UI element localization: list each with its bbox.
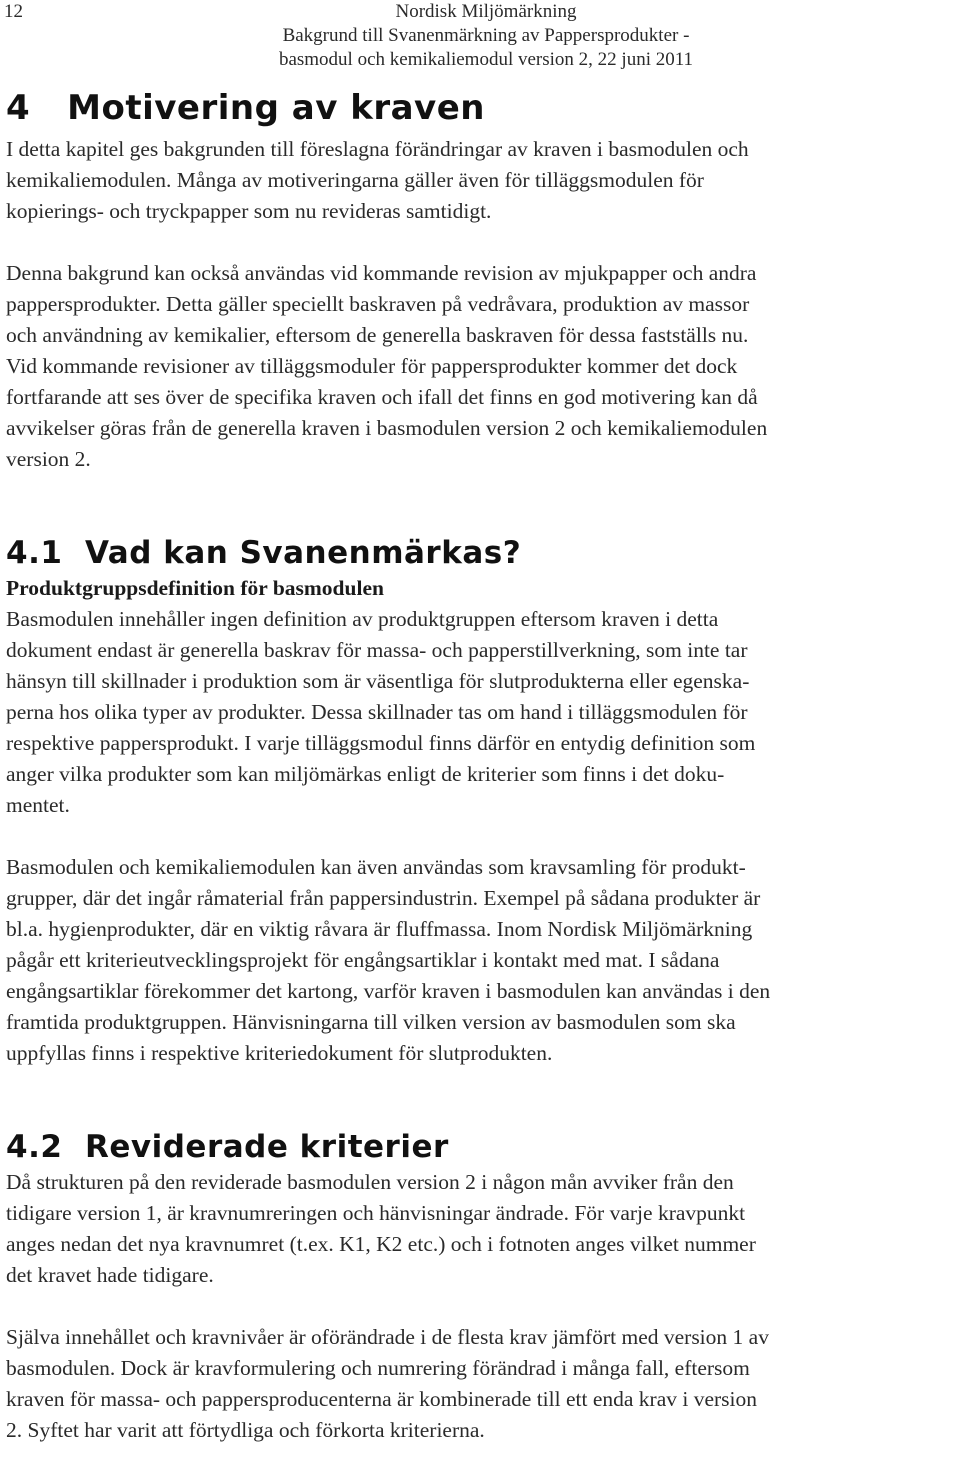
- chapter-intro-paragraph: [6, 134, 952, 227]
- revised-structure-paragraph: [6, 1167, 952, 1291]
- chapter-scope-paragraph: [6, 258, 952, 475]
- header-document-title: Bakgrund till Svanenmärkning av Pappersprodukter -: [282, 25, 690, 46]
- page-number: 12: [4, 1, 23, 22]
- text-line: hänsyn till skillnader i produktion som är väsentliga för slutprodukterna eller egenska-: [6, 669, 750, 693]
- text-line: version 2.: [6, 447, 91, 471]
- text-line: kopierings- och tryckpapper som nu revideras samtidigt.: [6, 199, 492, 223]
- text-line: dokument endast är generella baskrav för massa- och papperstillverkning, som inte tar: [6, 638, 748, 662]
- page-header: [0, 0, 960, 72]
- text-line: framtida produktgruppen. Hänvisningarna till vilken version av basmodulen som ska: [6, 1010, 736, 1034]
- text-line: kraven för massa- och pappersproducenterna är kombinerade till ett enda krav i version: [6, 1387, 758, 1411]
- text-line: anges nedan det nya kravnumret (t.ex. K1, K2 etc.) och i fotnoten anges vilket nummer: [6, 1232, 756, 1256]
- text-line: Vid kommande revisioner av tilläggsmoduler för pappersprodukter kommer det dock: [6, 354, 738, 378]
- chapter-heading: 4 Motivering av kraven: [6, 88, 485, 128]
- section-heading-4-2: 4.2 Reviderade kriterier: [6, 1129, 449, 1165]
- basmodul-definition-paragraph: [6, 604, 952, 821]
- text-line: och användning av kemikalier, eftersom de generella baskraven för dessa fastställs nu.: [6, 323, 749, 347]
- text-line: tidigare version 1, är kravnumreringen och hänvisningar ändrade. För varje kravpunkt: [6, 1201, 746, 1225]
- header-organization: Nordisk Miljömärkning: [395, 1, 577, 22]
- text-line: Då strukturen på den reviderade basmodulen version 2 i någon mån avviker från den: [6, 1170, 734, 1194]
- text-line: det kravet hade tidigare.: [6, 1263, 214, 1287]
- text-line: fortfarande att ses över de specifika kraven och ifall det finns en god motivering kan då: [6, 385, 758, 409]
- text-line: grupper, där det ingår råmaterial från pappersindustrin. Exempel på sådana produkter är: [6, 886, 761, 910]
- text-line: I detta kapitel ges bakgrunden till föreslagna förändringar av kraven i basmodulen och: [6, 137, 749, 161]
- text-line: uppfyllas finns i respektive kriteriedokument för slutprodukten.: [6, 1041, 553, 1065]
- text-line: avvikelser göras från de generella kraven i basmodulen version 2 och kemikaliemodulen: [6, 416, 768, 440]
- usage-paragraph: [6, 852, 952, 1069]
- text-line: 2. Syftet har varit att förtydliga och förkorta kriterierna.: [6, 1418, 485, 1442]
- running-header: [266, 0, 706, 72]
- text-line: Basmodulen innehåller ingen definition av produktgruppen eftersom kraven i detta: [6, 607, 719, 631]
- text-line: respektive pappersprodukt. I varje tilläggsmodul finns därför en entydig definition som: [6, 731, 756, 755]
- text-line: perna hos olika typer av produkter. Dessa skillnader tas om hand i tilläggsmodulen för: [6, 700, 748, 724]
- text-line: engångsartiklar förekommer det kartong, varför kraven i basmodulen kan användas i den: [6, 979, 771, 1003]
- text-line: basmodulen. Dock är kravformulering och numrering förändrad i många fall, eftersom: [6, 1356, 750, 1380]
- text-line: pappersprodukter. Detta gäller speciellt baskraven på vedråvara, produktion av massor: [6, 292, 750, 316]
- section-heading-4-1: 4.1 Vad kan Svanenmärkas?: [6, 535, 522, 571]
- product-group-definition-subheading: Produktgruppsdefinition för basmodulen: [6, 576, 384, 600]
- requirement-content-paragraph: [6, 1322, 952, 1446]
- text-line: bl.a. hygienprodukter, där en viktig råvara är fluffmassa. Inom Nordisk Miljömärkning: [6, 917, 753, 941]
- text-line: Denna bakgrund kan också användas vid kommande revision av mjukpapper och andra: [6, 261, 757, 285]
- document-body: [6, 82, 952, 1446]
- header-document-subtitle: basmodul och kemikaliemodul version 2, 22 juni 2011: [278, 49, 694, 70]
- text-line: mentet.: [6, 793, 70, 817]
- text-line: anger vilka produkter som kan miljömärkas enligt de kriterier som finns i det doku-: [6, 762, 725, 786]
- text-line: kemikaliemodulen. Många av motiveringarna gäller även för tilläggsmodulen för: [6, 168, 704, 192]
- text-line: Basmodulen och kemikaliemodulen kan även användas som kravsamling för produkt-: [6, 855, 746, 879]
- text-line: pågår ett kriterieutvecklingsprojekt för engångsartiklar i kontakt med mat. I sådana: [6, 948, 720, 972]
- text-line: Själva innehållet och kravnivåer är oförändrade i de flesta krav jämfört med version 1 av: [6, 1325, 769, 1349]
